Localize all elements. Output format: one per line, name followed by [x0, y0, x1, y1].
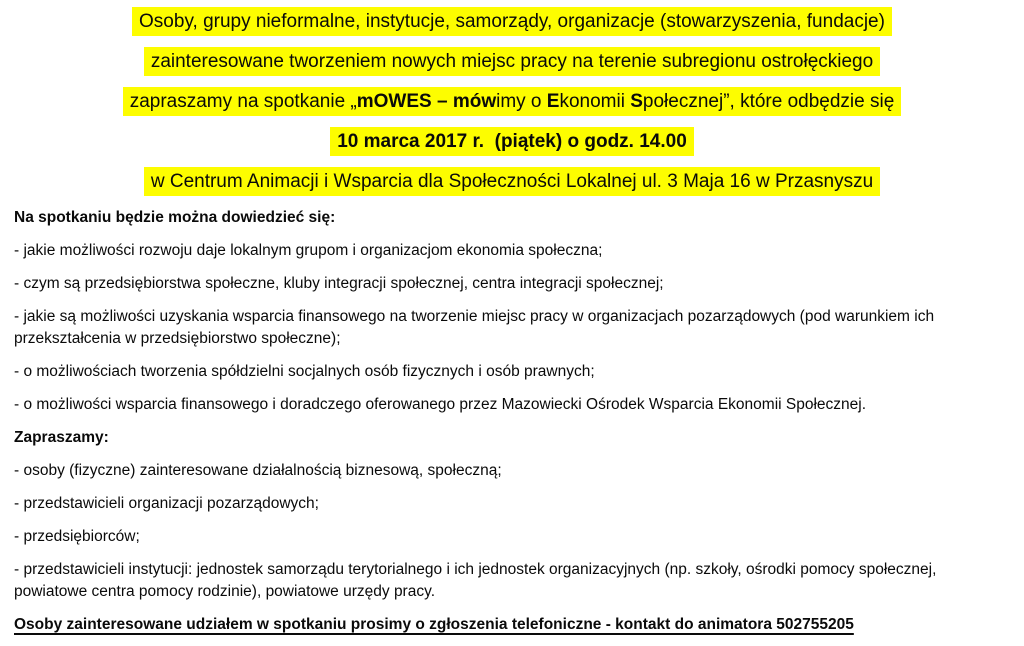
invite-segment-bold: mOWES – mów	[356, 91, 497, 112]
headline-highlight-venue: w Centrum Animacji i Wsparcia dla Społeczności Lokalnej ul. 3 Maja 16 w Przasnyszu	[144, 167, 880, 196]
info-bullet-4: - o możliwościach tworzenia spółdzielni socjalnych osób fizycznych i osób prawnych;	[14, 363, 595, 380]
registration-contact-note: Osoby zainteresowane udziałem w spotkaniu prosimy o zgłoszenia telefoniczne - kontakt do animatora 502755205	[14, 616, 854, 633]
invite-segment: konomii	[559, 91, 631, 112]
announcement-header	[14, 7, 1010, 196]
invite-segment: imy o	[496, 91, 547, 112]
headline-line-3	[14, 87, 1010, 116]
invite-segment: zapraszamy na spotkanie „	[129, 91, 357, 112]
invited-section-heading: Zapraszamy:	[14, 429, 109, 446]
invite-segment-bold: S	[630, 91, 643, 112]
headline-highlight-1: Osoby, grupy nieformalne, instytucje, samorządy, organizacje (stowarzyszenia, fundacje)	[132, 7, 892, 36]
headline-line-1	[14, 7, 1010, 36]
invited-bullet-3: - przedsiębiorców;	[14, 528, 140, 545]
invite-segment: połecznej”, które odbędzie się	[642, 91, 895, 112]
headline-line-5-venue	[14, 167, 1010, 196]
headline-highlight-date: 10 marca 2017 r. (piątek) o godz. 14.00	[330, 127, 694, 156]
invite-segment-bold: E	[546, 91, 560, 112]
headline-line-4-date	[14, 127, 1010, 156]
info-bullet-5: - o możliwości wsparcia finansowego i doradczego oferowanego przez Mazowiecki Ośrodek Wsparcia Ekonomii Społecznej.	[14, 396, 867, 413]
info-bullet-1: - jakie możliwości rozwoju daje lokalnym grupom i organizacjom ekonomia społeczna;	[14, 242, 603, 259]
invited-bullet-2: - przedstawicieli organizacji pozarządowych;	[14, 495, 319, 512]
info-bullet-3: - jakie są możliwości uzyskania wsparcia finansowego na tworzenie miejsc pracy w organizacjach pozarządowych (pod warunkiem ich przekształcenia w przedsiębiorstwo społeczne);	[14, 308, 935, 347]
announcement-body	[14, 207, 1010, 636]
info-bullet-2: - czym są przedsiębiorstwa społeczne, kluby integracji społecznej, centra integracji społecznej;	[14, 275, 664, 292]
invited-bullet-4: - przedstawicieli instytucji: jednostek samorządu terytorialnego i ich jednostek organizacyjnych (np. szkoły, ośrodki pomocy społecznej, powiatowe centra pomocy rodzinie), powiatowe urzędy pracy.	[14, 561, 937, 600]
info-section-heading: Na spotkaniu będzie można dowiedzieć się:	[14, 209, 336, 226]
headline-highlight-3	[123, 87, 902, 116]
invited-bullet-1: - osoby (fizyczne) zainteresowane działalnością biznesową, społeczną;	[14, 462, 502, 479]
headline-line-2	[14, 47, 1010, 76]
headline-highlight-2: zainteresowane tworzeniem nowych miejsc pracy na terenie subregionu ostrołęckiego	[144, 47, 880, 76]
